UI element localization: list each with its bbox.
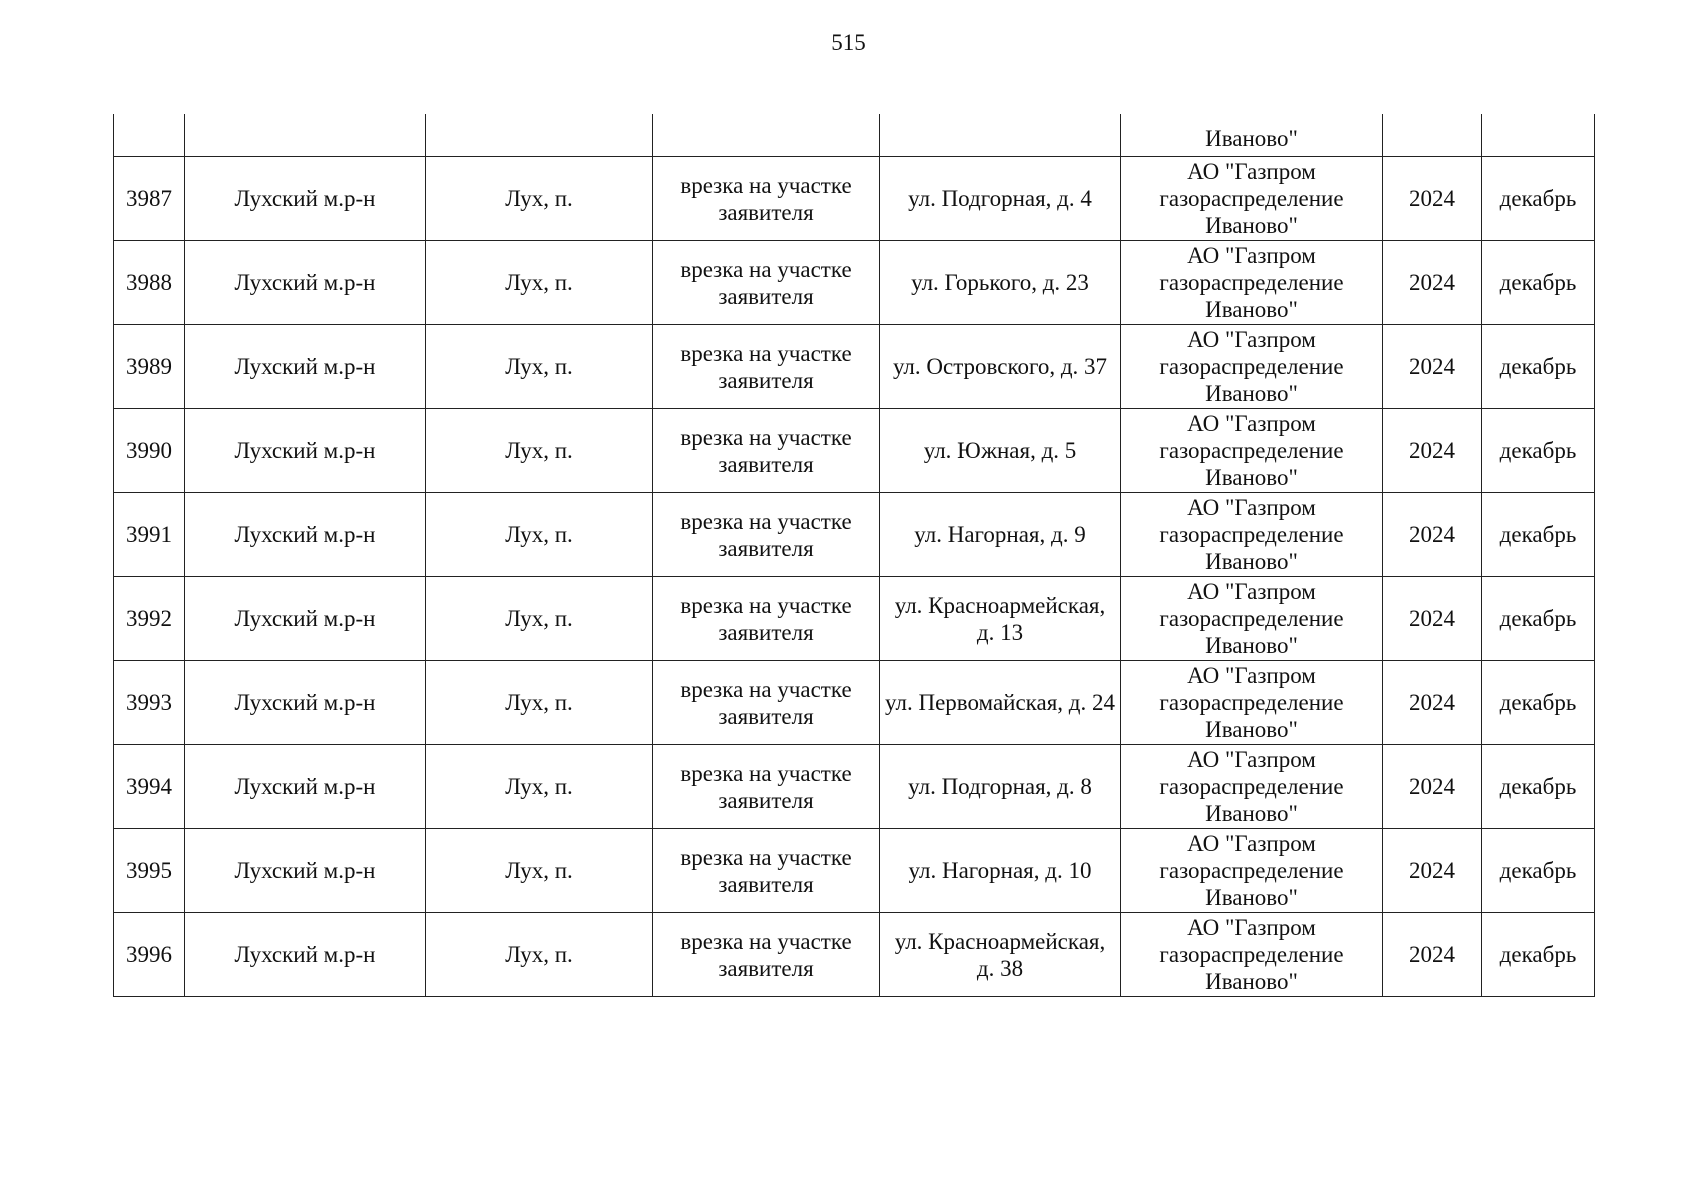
cell-type: врезка на участке заявителя xyxy=(653,157,880,241)
cell-settlement: Лух, п. xyxy=(426,241,653,325)
cell-org: Иваново" xyxy=(1121,114,1383,157)
table-row xyxy=(114,577,1595,661)
table-row-continued xyxy=(114,114,1595,157)
cell-address: ул. Красноармейская, д. 13 xyxy=(880,577,1121,661)
cell-address: ул. Красноармейская, д. 38 xyxy=(880,913,1121,997)
cell-month: декабрь xyxy=(1482,157,1595,241)
cell-num: 3993 xyxy=(114,661,185,745)
cell-org: АО "Газпром газораспределение Иваново" xyxy=(1121,745,1383,829)
cell-district: Лухский м.р-н xyxy=(185,325,426,409)
table-row xyxy=(114,241,1595,325)
cell-year: 2024 xyxy=(1383,577,1482,661)
cell-month: декабрь xyxy=(1482,409,1595,493)
cell-district: Лухский м.р-н xyxy=(185,493,426,577)
cell-year xyxy=(1383,114,1482,157)
cell-settlement: Лух, п. xyxy=(426,829,653,913)
cell-num: 3994 xyxy=(114,745,185,829)
cell-year: 2024 xyxy=(1383,913,1482,997)
cell-num: 3991 xyxy=(114,493,185,577)
cell-org: АО "Газпром газораспределение Иваново" xyxy=(1121,829,1383,913)
cell-num: 3992 xyxy=(114,577,185,661)
cell-num: 3996 xyxy=(114,913,185,997)
cell-year: 2024 xyxy=(1383,661,1482,745)
cell-month: декабрь xyxy=(1482,493,1595,577)
cell-settlement: Лух, п. xyxy=(426,409,653,493)
cell-settlement xyxy=(426,114,653,157)
cell-month: декабрь xyxy=(1482,241,1595,325)
cell-month: декабрь xyxy=(1482,661,1595,745)
cell-month: декабрь xyxy=(1482,325,1595,409)
cell-district: Лухский м.р-н xyxy=(185,745,426,829)
cell-org: АО "Газпром газораспределение Иваново" xyxy=(1121,661,1383,745)
cell-num: 3987 xyxy=(114,157,185,241)
cell-type: врезка на участке заявителя xyxy=(653,829,880,913)
cell-num xyxy=(114,114,185,157)
cell-settlement: Лух, п. xyxy=(426,325,653,409)
cell-type: врезка на участке заявителя xyxy=(653,913,880,997)
cell-org: АО "Газпром газораспределение Иваново" xyxy=(1121,241,1383,325)
cell-address: ул. Горького, д. 23 xyxy=(880,241,1121,325)
cell-district: Лухский м.р-н xyxy=(185,913,426,997)
cell-num: 3989 xyxy=(114,325,185,409)
cell-year: 2024 xyxy=(1383,325,1482,409)
table-row xyxy=(114,325,1595,409)
cell-address: ул. Подгорная, д. 4 xyxy=(880,157,1121,241)
cell-num: 3990 xyxy=(114,409,185,493)
cell-num: 3995 xyxy=(114,829,185,913)
cell-month: декабрь xyxy=(1482,913,1595,997)
cell-type: врезка на участке заявителя xyxy=(653,325,880,409)
cell-settlement: Лух, п. xyxy=(426,157,653,241)
cell-org: АО "Газпром газораспределение Иваново" xyxy=(1121,409,1383,493)
cell-district: Лухский м.р-н xyxy=(185,157,426,241)
cell-org: АО "Газпром газораспределение Иваново" xyxy=(1121,913,1383,997)
cell-address: ул. Нагорная, д. 10 xyxy=(880,829,1121,913)
table-row xyxy=(114,493,1595,577)
table-row xyxy=(114,157,1595,241)
cell-district: Лухский м.р-н xyxy=(185,577,426,661)
cell-type: врезка на участке заявителя xyxy=(653,661,880,745)
cell-type: врезка на участке заявителя xyxy=(653,577,880,661)
table-body xyxy=(114,114,1595,997)
cell-settlement: Лух, п. xyxy=(426,661,653,745)
cell-address xyxy=(880,114,1121,157)
table-row xyxy=(114,913,1595,997)
cell-settlement: Лух, п. xyxy=(426,745,653,829)
cell-settlement: Лух, п. xyxy=(426,913,653,997)
table-row xyxy=(114,745,1595,829)
cell-district xyxy=(185,114,426,157)
cell-year: 2024 xyxy=(1383,493,1482,577)
cell-type: врезка на участке заявителя xyxy=(653,241,880,325)
cell-org: АО "Газпром газораспределение Иваново" xyxy=(1121,577,1383,661)
cell-year: 2024 xyxy=(1383,157,1482,241)
cell-address: ул. Первомайская, д. 24 xyxy=(880,661,1121,745)
data-table xyxy=(113,114,1595,997)
cell-district: Лухский м.р-н xyxy=(185,829,426,913)
cell-month xyxy=(1482,114,1595,157)
cell-address: ул. Подгорная, д. 8 xyxy=(880,745,1121,829)
cell-type xyxy=(653,114,880,157)
cell-district: Лухский м.р-н xyxy=(185,661,426,745)
cell-month: декабрь xyxy=(1482,745,1595,829)
table-row xyxy=(114,661,1595,745)
cell-type: врезка на участке заявителя xyxy=(653,493,880,577)
cell-settlement: Лух, п. xyxy=(426,577,653,661)
cell-month: декабрь xyxy=(1482,577,1595,661)
cell-district: Лухский м.р-н xyxy=(185,409,426,493)
table-row xyxy=(114,409,1595,493)
cell-type: врезка на участке заявителя xyxy=(653,409,880,493)
cell-year: 2024 xyxy=(1383,745,1482,829)
cell-num: 3988 xyxy=(114,241,185,325)
cell-org: АО "Газпром газораспределение Иваново" xyxy=(1121,493,1383,577)
cell-address: ул. Нагорная, д. 9 xyxy=(880,493,1121,577)
cell-district: Лухский м.р-н xyxy=(185,241,426,325)
cell-year: 2024 xyxy=(1383,241,1482,325)
cell-settlement: Лух, п. xyxy=(426,493,653,577)
cell-org: АО "Газпром газораспределение Иваново" xyxy=(1121,325,1383,409)
cell-year: 2024 xyxy=(1383,829,1482,913)
table-row xyxy=(114,829,1595,913)
cell-type: врезка на участке заявителя xyxy=(653,745,880,829)
cell-address: ул. Островского, д. 37 xyxy=(880,325,1121,409)
cell-year: 2024 xyxy=(1383,409,1482,493)
cell-month: декабрь xyxy=(1482,829,1595,913)
cell-address: ул. Южная, д. 5 xyxy=(880,409,1121,493)
page-number: 515 xyxy=(831,30,866,55)
cell-org: АО "Газпром газораспределение Иваново" xyxy=(1121,157,1383,241)
